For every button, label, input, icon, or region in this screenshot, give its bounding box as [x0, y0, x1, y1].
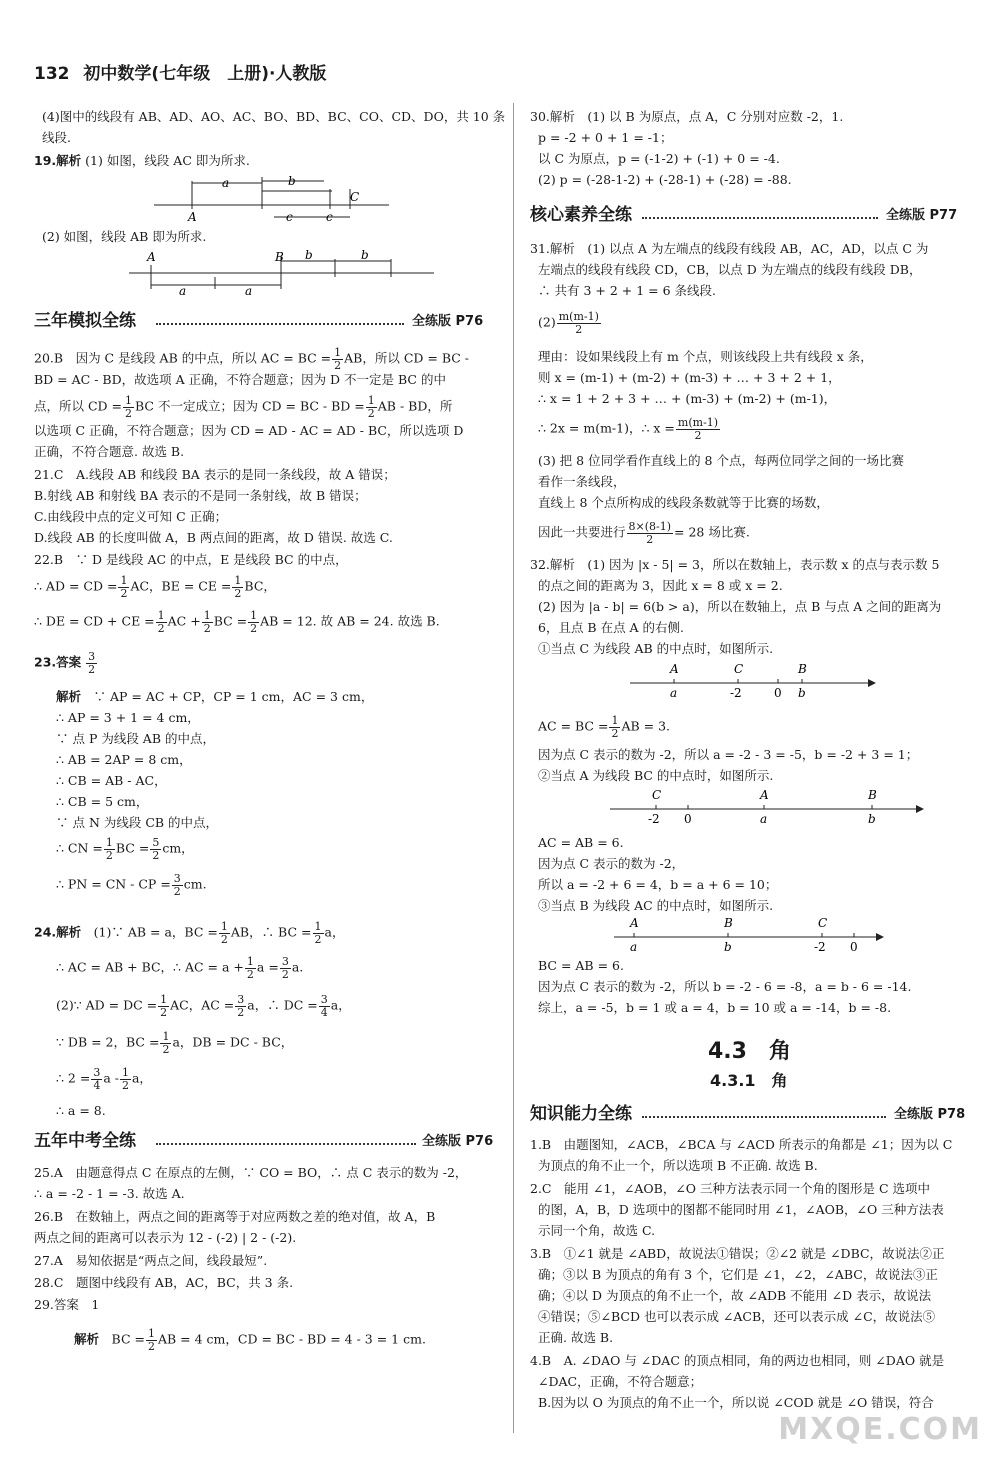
label-c: c	[326, 210, 333, 223]
text-line: 点，所以 CD =	[34, 398, 123, 414]
section-title: 核心素养全练	[530, 205, 632, 225]
point-A: A	[760, 788, 769, 802]
text-line: 21.C A.线段 AB 和线段 BA 表示的是同一条线段，故 A 错误；	[34, 467, 396, 482]
subsection-heading: 4.3.1 角	[710, 1071, 788, 1090]
label-minus2: -2	[814, 940, 826, 954]
text-line: a，	[131, 1070, 152, 1086]
text-line: ∵ 点 N 为线段 CB 的中点，	[56, 815, 219, 830]
text-line: 确；③以 B 为顶点的角有 3 个，它们是 ∠1，∠2，∠ABC，故说法③正	[538, 1267, 938, 1282]
fraction: $\frac{5}{2}$	[152, 836, 160, 862]
text-line: AC +	[167, 613, 201, 629]
text-line: B.因为以 O 为顶点的角不止一个，所以说 ∠COD 就是 ∠O 错误，符合	[538, 1395, 934, 1410]
section-rule	[642, 1116, 886, 1118]
text-line: 为顶点的角不止一个，所以选项 B 不正确. 故选 B.	[538, 1158, 818, 1173]
text-line: 3.B ①∠1 就是 ∠ABD，故说法①错误；②∠2 就是 ∠DBC，故说法②正	[530, 1246, 945, 1261]
label-c: c	[286, 210, 293, 223]
label-a: a	[245, 284, 253, 297]
section-heading: 4.3 角	[708, 1039, 791, 1064]
figure-19-2	[129, 247, 439, 297]
section-title: 五年中考全练	[34, 1131, 136, 1151]
text-line: ∴ 共有 3 + 2 + 1 = 6 条线段.	[538, 283, 716, 298]
fraction: $\frac{3}{2}$	[237, 993, 245, 1019]
point-A: A	[670, 662, 679, 676]
section-ref: 全练版 P77	[886, 208, 958, 223]
text-line: 确；④以 D 为顶点的角不止一个，故 ∠ADB 不能用 ∠D 表示，故说法	[538, 1288, 932, 1303]
point-B: B	[275, 250, 284, 264]
label-b: b	[798, 686, 806, 700]
fraction: $\frac{1}{2}$	[334, 346, 342, 372]
point-C: C	[652, 788, 662, 802]
text-line: BC =	[115, 840, 150, 856]
text-line: ∴ x = 1 + 2 + 3 + … + (m-3) + (m-2) + (m-1)，	[538, 391, 837, 406]
section-title: 知识能力全练	[530, 1104, 632, 1124]
fraction: $\frac{1}{2}$	[105, 836, 113, 862]
label-zero: 0	[774, 686, 782, 700]
section-ref: 全练版 P76	[412, 314, 484, 329]
page-number: 132	[34, 64, 70, 84]
text-line: a，	[324, 924, 345, 940]
column-divider	[513, 103, 514, 1433]
text-line: 则 x = (m-1) + (m-2) + (m-3) + … + 3 + 2 + 1，	[538, 370, 841, 385]
text-line: 示同一个角，故选 C.	[538, 1223, 656, 1238]
text-line: 31.解析 (1) 以点 A 为左端点的线段有线段 AB，AC，AD，以点 C 为	[530, 241, 929, 256]
label-b: b	[361, 248, 369, 262]
q19-label: 19.解析	[34, 153, 82, 168]
fraction: $\frac{1}{2}$	[367, 394, 375, 420]
text-line: ∴ AP = 3 + 1 = 4 cm，	[56, 710, 200, 725]
text-line: AB = 4 cm，CD = BC - BD = 4 - 3 = 1 cm.	[157, 1331, 426, 1347]
text-line: cm.	[183, 876, 207, 892]
text-line: 4.B A. ∠DAO 与 ∠DAC 的顶点相同，角的两边也相同，则 ∠DAO 就是	[530, 1353, 945, 1368]
fraction: $\frac{3}{2}$	[281, 955, 289, 981]
text-line: BC =	[111, 1331, 145, 1347]
text-line: 20.B 因为 C 是线段 AB 的中点，所以 AC = BC =	[34, 350, 332, 366]
text-line: a -	[103, 1070, 119, 1086]
text-line: 1.B 由题图知，∠ACB，∠BCA 与 ∠ACD 所表示的角都是 ∠1；因为以 C	[530, 1137, 953, 1152]
text-line: 6，且点 B 在点 A 的右侧.	[538, 620, 685, 635]
watermark: MXQE.COM	[778, 1412, 982, 1447]
text-line: ∵ 点 P 为线段 AB 的中点，	[56, 731, 215, 746]
point-C: C	[734, 662, 744, 676]
text-line: 因为点 C 表示的数为 -2，	[538, 856, 685, 871]
text-line: BD = AC - BD，故选项 A 正确，不符合题意；因为 D 不一定是 BC 的中	[34, 372, 446, 387]
text-line: AB，所以 CD = BC -	[344, 350, 470, 366]
text-line: (2)	[538, 314, 556, 330]
q23-analysis-label: 解析	[56, 689, 82, 704]
text-line: 所以 a = -2 + 6 = 4，b = a + 6 = 10；	[538, 877, 778, 892]
text-line: AC = AB = 6.	[538, 835, 624, 850]
text-line: ∴ a = -2 - 1 = -3. 故选 A.	[34, 1186, 185, 1201]
text-line: ∴ 2x = m(m-1)，∴ x =	[538, 420, 675, 436]
fraction: $\frac{8\times(8-1)}{2}$	[628, 520, 672, 546]
section-rule	[156, 1143, 416, 1145]
text-line: 的图，A，B，D 选项中的图都不能同时用 ∠1，∠AOB，∠O 三种方法表	[538, 1202, 944, 1217]
text-line: a，∴ DC =	[247, 997, 318, 1013]
label-b: b	[724, 940, 732, 954]
text-line: 26.B 在数轴上，两点之间的距离等于对应两数之差的绝对值，故 A，B	[34, 1209, 436, 1224]
text-line: ②当点 A 为线段 BC 的中点时，如图所示.	[538, 768, 774, 783]
text-line: AC = BC =	[538, 718, 609, 734]
label-minus2: -2	[730, 686, 742, 700]
fraction: $\frac{1}{2}$	[250, 609, 258, 635]
text-line: p = -2 + 0 + 1 = -1；	[538, 130, 673, 145]
fraction: $\frac{m(m-1)}{2}$	[677, 416, 719, 442]
text-line: 以 C 为原点，p = (-1-2) + (-1) + 0 = -4.	[538, 151, 780, 166]
point-B: B	[724, 916, 733, 930]
text-line: ∴ PN = CN - CP =	[56, 876, 171, 892]
text-line: ∴ AC = AB + BC，∴ AC = a +	[56, 959, 244, 975]
fraction: $\frac{1}{2}$	[220, 920, 228, 946]
text-line: 2.C 能用 ∠1，∠AOB，∠O 三种方法表示同一个角的图形是 C 选项中	[530, 1181, 931, 1196]
text-line: 32.解析 (1) 因为 |x - 5| = 3，所以在数轴上，表示数 x 的点与表示数 5	[530, 557, 940, 572]
text-line: (4)图中的线段有 AB、AD、AO、AC、BO、BD、BC、CO、CD、DO，共 10 条	[42, 109, 506, 124]
section-ref: 全练版 P78	[894, 1107, 966, 1122]
label-b: b	[868, 812, 876, 826]
page-header	[34, 66, 326, 83]
fraction: $\frac{1}{2}$	[157, 609, 165, 635]
label-a: a	[222, 176, 230, 190]
point-A: A	[630, 916, 639, 930]
text-line: 理由：设如果线段上有 m 个点，则该线段上共有线段 x 条，	[538, 349, 873, 364]
text-line: ∴ DE = CD + CE =	[34, 613, 155, 629]
label-b: b	[288, 174, 296, 188]
number-line-2	[610, 785, 930, 829]
text-line: cm，	[162, 840, 194, 856]
text-line: ∠DAC，正确，不符合题意；	[538, 1374, 703, 1389]
text-line: (2)∵ AD = DC =	[56, 997, 158, 1013]
text-line: a.	[291, 959, 304, 975]
fraction: $\frac{3}{2}$	[88, 650, 96, 676]
text-line: ∴ AD = CD =	[34, 578, 118, 594]
section-ref: 全练版 P76	[422, 1134, 494, 1149]
fraction: $\frac{1}{2}$	[160, 993, 168, 1019]
text-line: AB = 12. 故 AB = 24. 故选 B.	[260, 613, 440, 629]
text-line: BC = AB = 6.	[538, 958, 624, 973]
fraction: $\frac{3}{4}$	[93, 1066, 101, 1092]
text-line: 以选项 C 正确，不符合题意；因为 CD = AD - AC = AD - BC，所以选项 D	[34, 423, 464, 438]
text-line: (3) 把 8 位同学看作直线上的 8 个点，每两位同学之间的一场比赛	[538, 453, 904, 468]
text-line: (1)∵ AB = a，BC =	[93, 924, 218, 940]
text-line: 正确，不符合题意. 故选 B.	[34, 444, 185, 459]
text-line: AC，BE = CE =	[130, 578, 232, 594]
section-title: 三年模拟全练	[34, 311, 136, 331]
text-line: 因为点 C 表示的数为 -2，所以 b = -2 - 6 = -8，a = b - 6 = -14.	[538, 979, 912, 994]
text-line: a =	[256, 959, 279, 975]
figure-19-1	[154, 171, 394, 223]
text-line: 27.A 易知依据是“两点之间，线段最短”.	[34, 1253, 268, 1268]
text-line: ∴ CB = 5 cm，	[56, 794, 149, 809]
point-C: C	[818, 916, 828, 930]
fraction: $\frac{1}{2}$	[314, 920, 322, 946]
text-line: 30.解析 (1) 以 B 为原点，点 A，C 分别对应数 -2，1.	[530, 109, 844, 124]
point-C: C	[350, 190, 360, 204]
number-line-1	[630, 659, 880, 703]
fraction: $\frac{3}{2}$	[173, 872, 181, 898]
text-line: 的点之间的距离为 3，因此 x = 8 或 x = 2.	[538, 578, 783, 593]
text-line: ∴ CN =	[56, 840, 103, 856]
fraction: $\frac{1}{2}$	[203, 609, 211, 635]
fraction: $\frac{1}{2}$	[611, 714, 619, 740]
fraction: $\frac{1}{2}$	[120, 574, 128, 600]
text-line: 看作一条线段，	[538, 474, 626, 489]
fraction: $\frac{1}{2}$	[162, 1030, 170, 1056]
text-line: ∴ a = 8.	[56, 1103, 106, 1118]
section-rule	[156, 323, 404, 325]
text-line: B.射线 AB 和射线 BA 表示的不是同一条射线，故 B 错误；	[34, 488, 367, 503]
text-line: D.线段 AB 的长度叫做 A，B 两点间的距离，故 D 错误. 故选 C.	[34, 530, 393, 545]
fraction: $\frac{1}{2}$	[234, 574, 242, 600]
fraction: $\frac{3}{4}$	[320, 993, 328, 1019]
section-rule	[642, 217, 878, 219]
text-line: 因为点 C 表示的数为 -2，所以 a = -2 - 3 = -5，b = -2 + 3 = 1；	[538, 747, 919, 762]
text-line: a，DB = DC - BC，	[172, 1034, 294, 1050]
text-line: AB - BD，所	[377, 398, 453, 414]
label-a: a	[630, 940, 638, 954]
label-a: a	[760, 812, 768, 826]
text-line: (2) 因为 |a - b| = 6(b > a)，所以在数轴上，点 B 与点 A 之间的距离为	[538, 599, 942, 614]
text-line: 29.答案 1	[34, 1297, 100, 1312]
label-minus2: -2	[648, 812, 660, 826]
fraction: $\frac{1}{2}$	[147, 1327, 155, 1353]
label-b: b	[305, 248, 313, 262]
text-line: ∵ AP = AC + CP，CP = 1 cm，AC = 3 cm，	[93, 689, 374, 704]
text-line: 左端点的线段有线段 CD，CB，以点 D 为左端点的线段有线段 DB，	[538, 262, 922, 277]
text-line: BC =	[213, 613, 248, 629]
text-line: AC，AC =	[170, 997, 235, 1013]
text-line: (2) p = (-28-1-2) + (-28-1) + (-28) = -88.	[538, 172, 792, 187]
q29-analysis-label: 解析	[74, 1331, 100, 1347]
point-A: A	[188, 210, 197, 223]
point-B: B	[868, 788, 877, 802]
text-line: ④错误；⑤∠BCD 也可以表示成 ∠ACB，还可以表示成 ∠C，故说法⑤	[538, 1309, 936, 1324]
text-line: BC，	[244, 578, 276, 594]
label-a: a	[179, 284, 187, 297]
text-line: 综上，a = -5，b = 1 或 a = 4，b = 10 或 a = -14，b = -8.	[538, 1000, 892, 1015]
number-line-3	[614, 913, 894, 957]
text-line: 因此一共要进行	[538, 524, 626, 540]
text-line: 28.C 题图中线段有 AB，AC，BC，共 3 条.	[34, 1275, 294, 1290]
text-line: ③当点 B 为线段 AC 的中点时，如图所示.	[538, 898, 774, 913]
text-line: 正确. 故选 B.	[538, 1330, 614, 1345]
label-zero: 0	[684, 812, 692, 826]
fraction: $\frac{1}{2}$	[121, 1066, 129, 1092]
label-a: a	[670, 686, 678, 700]
book-title: 初中数学(七年级 上册)·人教版	[83, 64, 327, 84]
text-line: (2) 如图，线段 AB 即为所求.	[42, 229, 207, 244]
text-line: ∴ AB = 2AP = 8 cm，	[56, 752, 192, 767]
label-zero: 0	[850, 940, 858, 954]
text-line: = 28 场比赛.	[674, 524, 750, 540]
text-line: 两点之间的距离可以表示为 12 - (-2) | 2 - (-2).	[34, 1230, 297, 1245]
text-line: AB，∴ BC =	[230, 924, 312, 940]
q23-label: 23.答案	[34, 654, 82, 670]
point-B: B	[798, 662, 807, 676]
text-line: ∴ CB = AB - AC，	[56, 773, 167, 788]
text-line: C.由线段中点的定义可知 C 正确；	[34, 509, 228, 524]
text-line: ∵ DB = 2，BC =	[56, 1034, 160, 1050]
point-A: A	[147, 250, 156, 264]
text-line: 25.A 由题意得点 C 在原点的左侧，∵ CO = BO，∴ 点 C 表示的数为 -2，	[34, 1165, 468, 1180]
text-line: a，	[330, 997, 351, 1013]
text-line: AB = 3.	[621, 718, 671, 734]
fraction: $\frac{1}{2}$	[125, 394, 133, 420]
q24-label: 24.解析	[34, 924, 82, 940]
fraction: $\frac{m(m-1)}{2}$	[558, 310, 599, 336]
text-line: ①当点 C 为线段 AB 的中点时，如图所示.	[538, 641, 774, 656]
fraction: $\frac{1}{2}$	[246, 955, 254, 981]
text-line: 直线上 8 个点所构成的线段条数就等于比赛的场数，	[538, 495, 829, 510]
text-line: (1) 如图，线段 AC 即为所求.	[85, 153, 250, 168]
text-line: BC 不一定成立；因为 CD = BC - BD =	[135, 398, 365, 414]
text-line: 线段.	[42, 130, 71, 145]
text-line: 22.B ∵ D 是线段 AC 的中点，E 是线段 BC 的中点，	[34, 552, 348, 567]
text-line: ∴ 2 =	[56, 1070, 91, 1086]
